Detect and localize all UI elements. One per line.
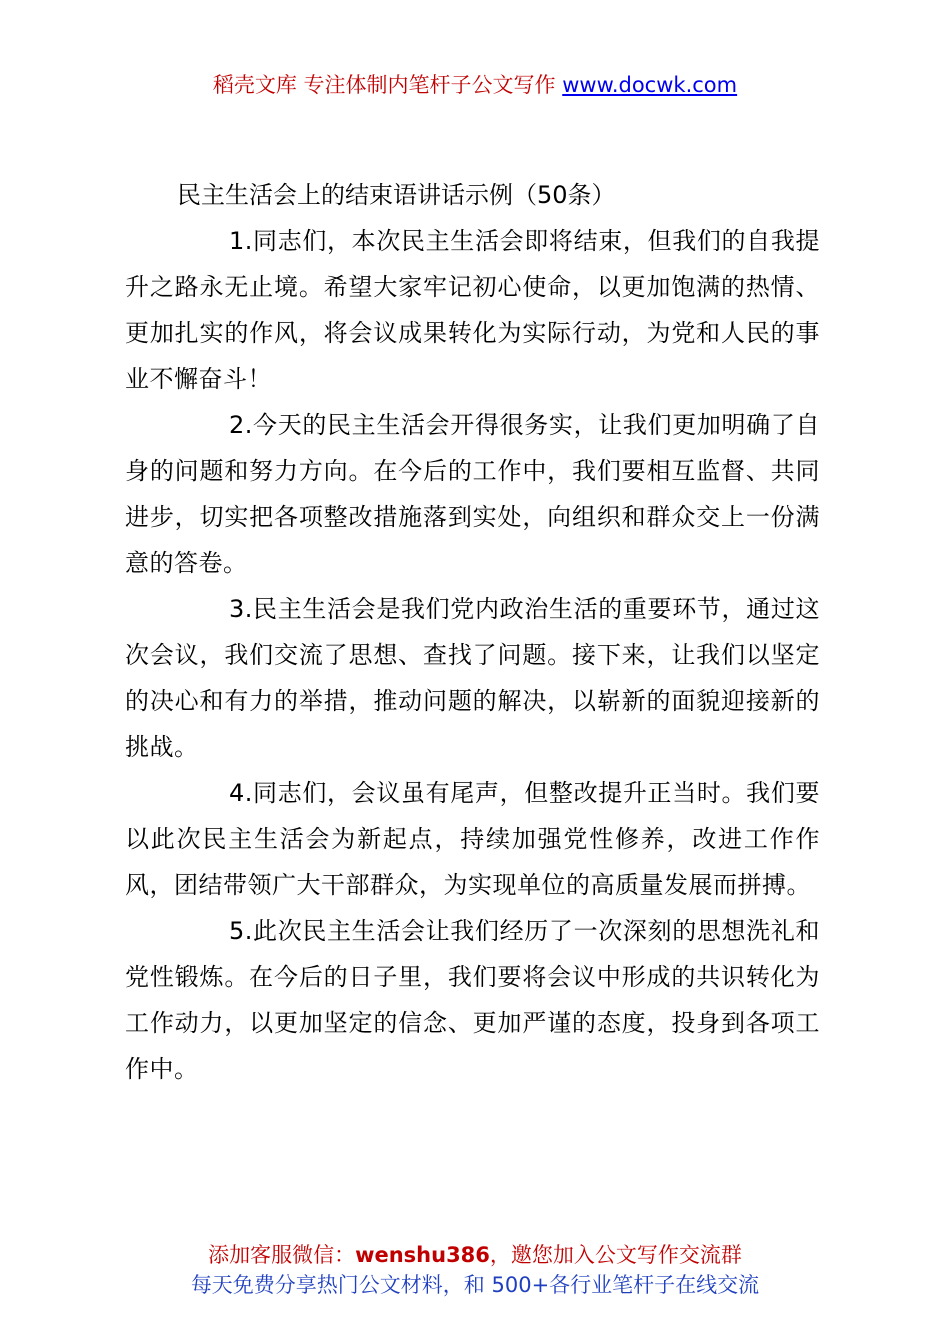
- paragraph-2: 2.今天的民主生活会开得很务实，让我们更加明确了自身的问题和努力方向。在今后的工作中，我们要相互监督、共同进步，切实把各项整改措施落到实处，向组织和群众交上一份满意的答卷。: [125, 411, 820, 577]
- paragraph-5: 5.此次民主生活会让我们经历了一次深刻的思想洗礼和党性锻炼。在今后的日子里，我们要将会议中形成的共识转化为工作动力，以更加坚定的信念、更加严谨的态度，投身到各项工作中。: [125, 917, 820, 1083]
- website-link[interactable]: www.docwk.com: [562, 73, 738, 97]
- paragraph-1: 1.同志们，本次民主生活会即将结束，但我们的自我提升之路永无止境。希望大家牢记初心使命，以更加饱满的热情、更加扎实的作风，将会议成果转化为实际行动，为党和人民的事业不懈奋斗！: [125, 227, 820, 393]
- footer-line-1: [0, 1240, 950, 1270]
- document-title: 民主生活会上的结束语讲话示例（50条）: [177, 181, 616, 209]
- footer-prefix: 添加客服微信：: [208, 1243, 356, 1267]
- header-text: 稻壳文库 专注体制内笔杆子公文写作: [212, 73, 563, 97]
- document-body: [125, 172, 820, 1092]
- footer-line-2: 每天免费分享热门公文材料，和 500+各行业笔杆子在线交流: [190, 1273, 760, 1297]
- paragraph-3: 3.民主生活会是我们党内政治生活的重要环节，通过这次会议，我们交流了思想、查找了问题。接下来，让我们以坚定的决心和有力的举措，推动问题的解决，以崭新的面貌迎接新的挑战。: [125, 595, 820, 761]
- watermark-header: [0, 70, 950, 100]
- promo-footer: [0, 1240, 950, 1300]
- wechat-id: wenshu386: [355, 1243, 490, 1267]
- paragraph-4: 4.同志们，会议虽有尾声，但整改提升正当时。我们要以此次民主生活会为新起点，持续加强党性修养，改进工作作风，团结带领广大干部群众，为实现单位的高质量发展而拼搏。: [125, 779, 820, 899]
- footer-suffix: ，邀您加入公文写作交流群: [489, 1243, 742, 1267]
